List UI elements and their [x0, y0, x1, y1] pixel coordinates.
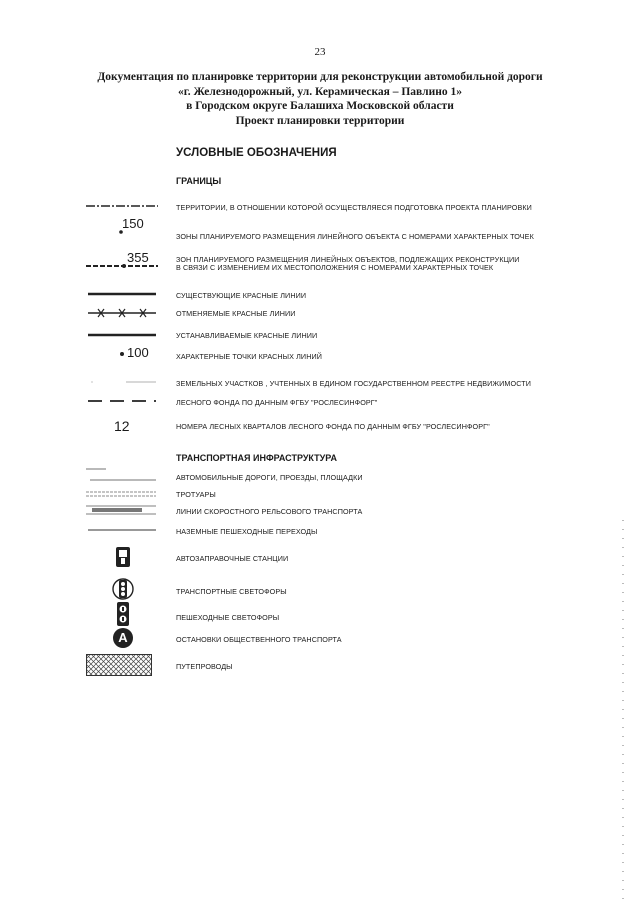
- bus-stop-icon-letter: A: [118, 630, 128, 645]
- transport-heading: ТРАНСПОРТНАЯ ИНФРАСТРУКТУРА: [176, 453, 337, 463]
- legend-label-forest-quarters: НОМЕРА ЛЕСНЫХ КВАРТАЛОВ ЛЕСНОГО ФОНДА ПО ДАННЫМ ФГБУ "РОСЛЕСИНФОРГ": [176, 422, 490, 431]
- forest-quarter-number: 12: [114, 418, 130, 434]
- road-symbol: [86, 468, 158, 482]
- fuel-station-icon: [112, 546, 134, 573]
- legend-label-existing-red-lines: СУЩЕСТВУЮЩИЕ КРАСНЫЕ ЛИНИИ: [176, 291, 307, 300]
- point-number-150: 150: [122, 216, 144, 231]
- legend-label-red-line-points: ХАРАКТЕРНЫЕ ТОЧКИ КРАСНЫХ ЛИНИЙ: [176, 352, 323, 361]
- land-plot-boundary-symbol: [86, 379, 158, 385]
- legend-label-land-plots: ЗЕМЕЛЬНЫХ УЧАСТКОВ , УЧТЕННЫХ В ЕДИНОМ ГОСУДАРСТВЕННОМ РЕЕСТРЕ НЕДВИЖИМОСТИ: [176, 379, 532, 388]
- planning-boundary-symbol: [86, 203, 158, 209]
- document-title-line-4: Проект планировки территории: [235, 114, 405, 127]
- legend-label-bus-stops: ОСТАНОВКИ ОБЩЕСТВЕННОГО ТРАНСПОРТА: [176, 635, 342, 644]
- document-title: [40, 70, 600, 128]
- pedestrian-crossing-symbol: [86, 527, 158, 533]
- legend-label-cancelled-red-lines: ОТМЕНЯЕМЫЕ КРАСНЫЕ ЛИНИИ: [176, 309, 296, 318]
- legend-label-forest-fund: ЛЕСНОГО ФОНДА ПО ДАННЫМ ФГБУ "РОСЛЕСИНФОРГ": [176, 398, 378, 407]
- legend-label-traffic-lights: ТРАНСПОРТНЫЕ СВЕТОФОРЫ: [176, 587, 287, 596]
- legend-label-reconstruction-zones-2: В СВЯЗИ С ИЗМЕНЕНИЕМ ИХ МЕСТОПОЛОЖЕНИЯ С НОМЕРАМИ ХАРАКТЕРНЫХ ТОЧЕК: [176, 263, 494, 272]
- page-number: 23: [314, 46, 326, 58]
- legend-label-established-red-lines: УСТАНАВЛИВАЕМЫЕ КРАСНЫЕ ЛИНИИ: [176, 331, 318, 340]
- legend-label-rapid-rail: ЛИНИИ СКОРОСТНОГО РЕЛЬСОВОГО ТРАНСПОРТА: [176, 507, 363, 516]
- point-number-100: 100: [127, 345, 149, 360]
- bus-stop-icon: [112, 627, 134, 654]
- reconstruction-zone-symbol: [86, 263, 158, 269]
- legend-label-reconstruction-zones-1: ЗОН ПЛАНИРУЕМОГО РАЗМЕЩЕНИЯ ЛИНЕЙНЫХ ОБЪЕКТОВ, ПОДЛЕЖАЩИХ РЕКОНСТРУКЦИИ: [176, 255, 520, 264]
- legend-label-crossings: НАЗЕМНЫЕ ПЕШЕХОДНЫЕ ПЕРЕХОДЫ: [176, 527, 318, 536]
- document-title-line-1: Документация по планировке территории для реконструкции автомобильной дороги: [97, 71, 543, 83]
- legend-label-planning-boundary: ТЕРРИТОРИИ, В ОТНОШЕНИИ КОТОРОЙ ОСУЩЕСТВЛЯЕСЯ ПОДГОТОВКА ПРОЕКТА ПЛАНИРОВКИ: [176, 203, 532, 212]
- scan-edge-artifact: [622, 520, 624, 900]
- legend-label-sidewalks: ТРОТУАРЫ: [176, 490, 216, 499]
- document-title-line-2: «г. Железнодорожный, ул. Керамическая – Павлино 1»: [178, 85, 462, 98]
- established-red-line-symbol: [86, 332, 158, 338]
- cancelled-red-line-symbol: [86, 309, 158, 317]
- legend-label-pedestrian-lights: ПЕШЕХОДНЫЕ СВЕТОФОРЫ: [176, 613, 280, 622]
- rapid-rail-symbol: [86, 505, 158, 515]
- forest-fund-boundary-symbol: [86, 398, 158, 404]
- legend-label-linear-object-zone: ЗОНЫ ПЛАНИРУЕМОГО РАЗМЕЩЕНИЯ ЛИНЕЙНОГО ОБЪЕКТА С НОМЕРАМИ ХАРАКТЕРНЫХ ТОЧЕК: [176, 232, 534, 241]
- overpass-hatch-icon: [86, 654, 152, 676]
- characteristic-point-dot: [118, 229, 124, 235]
- red-line-point-dot: [119, 351, 125, 357]
- legend-label-fuel-stations: АВТОЗАПРАВОЧНЫЕ СТАНЦИИ: [176, 554, 289, 563]
- existing-red-line-symbol: [86, 291, 158, 297]
- point-number-355: 355: [127, 250, 149, 265]
- legend-label-overpasses: ПУТЕПРОВОДЫ: [176, 662, 233, 671]
- boundaries-heading: ГРАНИЦЫ: [176, 176, 222, 186]
- document-title-line-3: в Городском округе Балашиха Московской области: [186, 100, 454, 112]
- sidewalk-symbol: [86, 490, 158, 498]
- legend-title: УСЛОВНЫЕ ОБОЗНАЧЕНИЯ: [176, 147, 337, 159]
- legend-label-roads: АВТОМОБИЛЬНЫЕ ДОРОГИ, ПРОЕЗДЫ, ПЛОЩАДКИ: [176, 473, 363, 482]
